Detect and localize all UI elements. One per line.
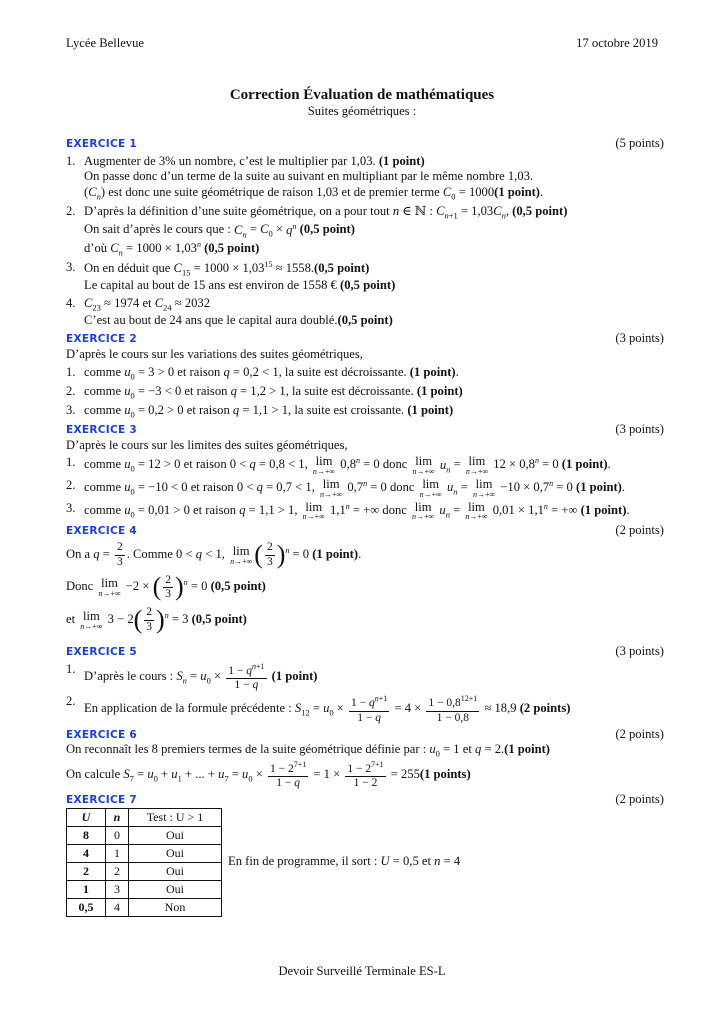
exercise-2-header — [66, 331, 664, 347]
exercise-points: (2 points) — [615, 523, 664, 538]
exercise-points: (2 points) — [615, 791, 664, 806]
exercise-4-line-1: On a q = $\frac{2}{3}$ . Comme 0 < q < 1, lim n→+∞ ( $\frac{2}{3}$ )$^n$ = 0 (1 point). — [66, 539, 362, 569]
exercise-6-line-1: On reconnaît les 8 premiers termes de la suite géométrique définie par : $u_0 = 1$ et q = 2.(1 point) — [66, 742, 550, 759]
document-footer: Devoir Surveillé Terminale ES-L — [278, 964, 446, 978]
column-header: Test : U > 1 — [129, 808, 222, 826]
list-item: 3. On en déduit que $C_{15} = 1000 \times 1,03^{15} \approx 1558.(0,5$ point) Le capital au bout de 15 ans est environ de 1558 € (0,5 point) — [66, 260, 396, 293]
table-row: 1 3 Oui — [67, 880, 222, 898]
column-header: n — [106, 808, 129, 826]
list-item: 3. comme $u_0 = 0,01 > 0$ et raison q = 1,1 > 1, lim n→+∞ $1,1^n$ = +∞ donc lim n→+∞ $u_n$ = lim n→+∞ $0,01 \times 1,1^n$ = +∞ (1 point). — [66, 499, 630, 522]
exercise-6-line-2: On calcule $S_7 = u_0 + u_1$ + ... + $u_7 = u_0$ × $\frac{1 - 2^{7+1}}{1 - q}$ = 1 × $\frac{1 - 2^{7+1}}{1 - 2}$ = 255(1 points) — [66, 759, 471, 789]
table-row: 0,5 4 Non — [67, 898, 222, 916]
exercise-label: EXERCICE 7 — [66, 793, 137, 806]
document-date: 17 octobre 2019 — [576, 36, 658, 50]
exercise-points: (3 points) — [615, 644, 664, 659]
exercise-4-header — [66, 523, 664, 539]
exercise-points: (2 points) — [615, 726, 664, 741]
exercise-3-intro: D’après le cours sur les limites des suites géométriques, — [66, 437, 348, 452]
list-item: 2. comme $u_0 = -3 < 0$ et raison q = 1,2 > 1, la suite est décroissante. (1 point) — [66, 383, 463, 401]
exercise-1-header — [66, 136, 664, 152]
column-header: U — [67, 808, 106, 826]
table-row: 2 2 Oui — [67, 862, 222, 880]
table-row: 4 1 Oui — [67, 844, 222, 862]
exercise-6-header — [66, 727, 664, 743]
exercise-points: (5 points) — [615, 136, 664, 150]
document-title: Correction Évaluation de mathématiques — [229, 87, 495, 103]
list-item: 1. Augmenter de 3% un nombre, c’est le multiplier par 1,03. (1 point) On passe donc d’un terme de la suite au suivant en multipliant par le même nombre 1,03. $(C_n)$ est donc une suite géométrique de raison 1,03 et de premier terme $C_0 = 1000(1$ point). — [66, 153, 544, 202]
list-item: 1. D’après le cours : $S_n = u_0$ × $\frac{1 - q^{n+1}}{1 - q}$ (1 point) — [66, 662, 318, 692]
list-item: 2. comme $u_0 = -10 < 0$ et raison 0 < q = 0,7 < 1, lim n→+∞ $0,7^n = 0$ donc lim n→+∞ $u_n$ = lim n→+∞ $-10 \times 0,7^n = 0$ (1 point). — [66, 477, 626, 499]
list-item: 2. En application de la formule précédente : $S_{12} = u_0$ × $\frac{1 - q^{n+1}}{1 - q}$ = 4 × $\frac{1 - 0,8^{12+1}}{1 - 0,8}$ ≈ 18,9 (2 points) — [66, 694, 571, 724]
list-item: 3. comme $u_0 = 0,2 > 0$ et raison q = 1,1 > 1, la suite est croissante. (1 point) — [66, 402, 454, 420]
exercise-7-body — [66, 808, 664, 917]
list-item: 4. $C_{23} \approx 1974$ et $C_{24} \approx 2032$ C’est au bout de 24 ans que le capital aura doublé.(0,5 point) — [66, 296, 393, 328]
exercise-label: EXERCICE 6 — [66, 728, 137, 741]
exercise-4-line-2: Donc lim n→+∞ −2 × ( $\frac{2}{3}$ )$^n$ = 0 (0,5 point) — [66, 572, 266, 602]
exercise-2-intro: D’après le cours sur les variations des suites géométriques, — [66, 346, 363, 361]
exercise-label: EXERCICE 3 — [66, 423, 137, 436]
school-name: Lycée Bellevue — [66, 36, 144, 50]
exercise-4-line-3: et lim n→+∞ 3 − 2( $\frac{2}{3}$ )$^n$ = 3 (0,5 point) — [66, 604, 247, 634]
table-row: 8 0 Oui — [67, 826, 222, 844]
exercise-3-header — [66, 422, 664, 438]
exercise-points: (3 points) — [615, 331, 664, 346]
exercise-5-header — [66, 644, 664, 660]
exercise-7-header — [66, 792, 664, 808]
exercise-label: EXERCICE 5 — [66, 646, 137, 659]
table-header-row — [67, 808, 222, 826]
exercise-label: EXERCICE 2 — [66, 333, 137, 346]
list-item: 1. comme $u_0 = 3 > 0$ et raison q = 0,2 < 1, la suite est décroissante. (1 point). — [66, 364, 459, 382]
program-trace-table — [66, 808, 222, 917]
list-item: 1. comme $u_0 = 12 > 0$ et raison 0 < q = 0,8 < 1, lim n→+∞ $0,8^n = 0$ donc lim n→+∞ $u_n$ = lim n→+∞ $12 \times 0,8^n = 0$ (1 point). — [66, 454, 611, 477]
exercise-7-conclusion: En fin de programme, il sort : U = 0,5 et n = 4 — [228, 854, 461, 869]
exercise-label: EXERCICE 1 — [66, 138, 137, 150]
list-item: 2. D’après la définition d’une suite géométrique, on a pour tout n ∈ ℕ : $C_{n+1} = 1,03C_n$, (0,5 point) On sait d’après le cours que : $C_n = C_0 \times q^n$ (0,5 point) d’où $C_n = 1000 \times 1,03^n$ (0,5 point) — [66, 204, 568, 258]
document-subtitle: Suites géométriques : — [307, 104, 417, 118]
exercise-points: (3 points) — [615, 421, 664, 436]
document-content — [66, 134, 664, 917]
exercise-label: EXERCICE 4 — [66, 525, 137, 538]
